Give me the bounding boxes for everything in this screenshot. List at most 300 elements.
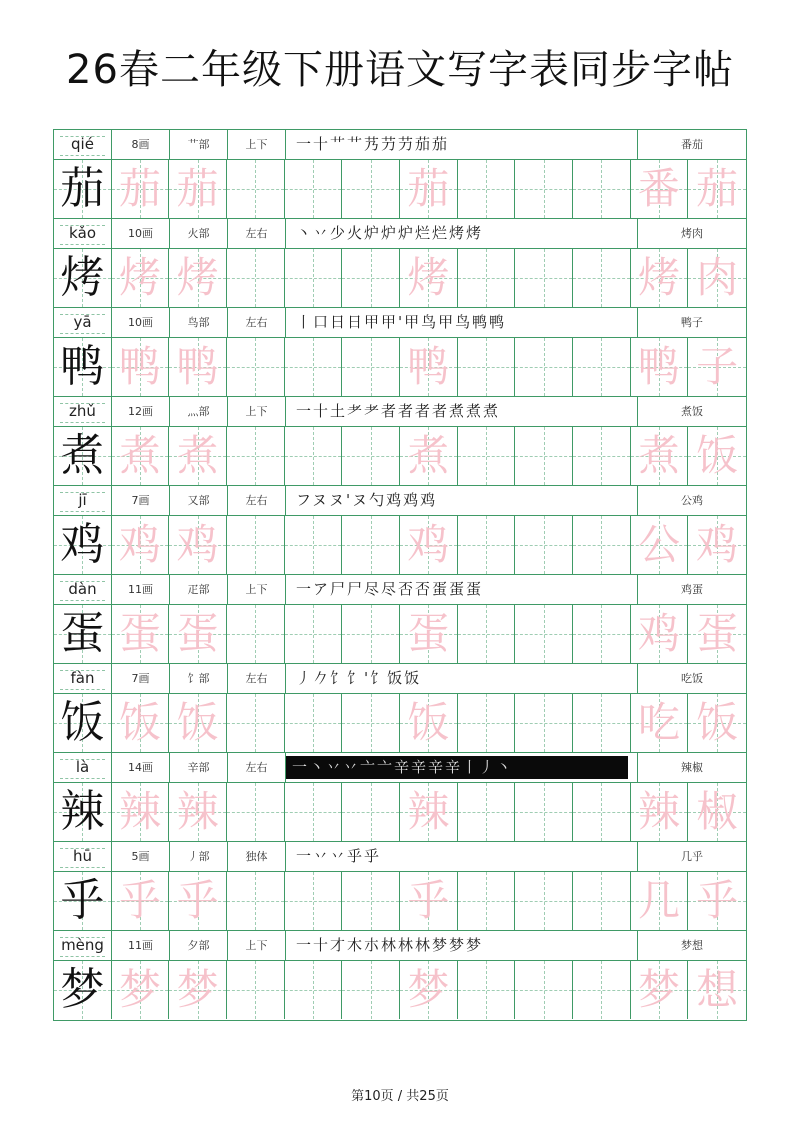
info-row bbox=[54, 753, 746, 783]
pinyin-cell bbox=[54, 397, 112, 426]
tianzige-cell[interactable] bbox=[631, 961, 689, 1019]
stroke-count-cell-text: 14画 bbox=[128, 761, 153, 774]
tianzige-cell[interactable] bbox=[458, 516, 516, 574]
tianzige-cell[interactable] bbox=[112, 427, 170, 485]
radical-cell-text: 灬部 bbox=[187, 405, 210, 418]
pinyin-cell-text: mèng bbox=[61, 936, 104, 954]
tianzige-cell[interactable] bbox=[631, 427, 689, 485]
stroke-count-cell bbox=[112, 397, 170, 426]
tianzige-cell[interactable] bbox=[54, 427, 112, 485]
tianzige-cell[interactable] bbox=[169, 338, 227, 396]
tianzige-cell[interactable] bbox=[573, 338, 631, 396]
pinyin-cell bbox=[54, 753, 112, 782]
example-word-label: 吃饭 bbox=[681, 672, 703, 685]
tracing-character: 椒 bbox=[696, 787, 739, 836]
tracing-character: 蛋 bbox=[176, 609, 219, 658]
model-character: 乎 bbox=[60, 875, 105, 926]
radical-cell bbox=[170, 842, 228, 871]
tianzige-cell[interactable] bbox=[342, 694, 400, 752]
tianzige-cell[interactable] bbox=[458, 961, 516, 1019]
pinyin-cell bbox=[54, 130, 112, 159]
tracing-character: 鸭 bbox=[407, 342, 450, 391]
column-divider bbox=[637, 575, 638, 604]
tianzige-cell[interactable] bbox=[112, 249, 170, 307]
structure-cell-text: 左右 bbox=[245, 761, 268, 774]
tianzige-cell[interactable] bbox=[169, 605, 227, 663]
tianzige-cell[interactable] bbox=[458, 338, 516, 396]
example-word-label: 烤肉 bbox=[681, 227, 703, 240]
column-divider bbox=[637, 842, 638, 871]
tianzige-cell[interactable] bbox=[688, 249, 746, 307]
tianzige-cell[interactable] bbox=[688, 427, 746, 485]
tianzige-cell[interactable] bbox=[688, 961, 746, 1019]
tianzige-cell[interactable] bbox=[400, 338, 458, 396]
pinyin-cell bbox=[54, 664, 112, 693]
tracing-character: 饭 bbox=[696, 431, 739, 480]
tianzige-cell[interactable] bbox=[169, 961, 227, 1019]
example-word-label: 鸭子 bbox=[681, 316, 703, 329]
structure-cell-text: 左右 bbox=[245, 494, 268, 507]
tianzige-cell[interactable] bbox=[515, 783, 573, 841]
tianzige-cell[interactable] bbox=[400, 249, 458, 307]
stroke-count-cell-text: 11画 bbox=[128, 583, 153, 596]
example-word-label: 鸡蛋 bbox=[681, 583, 703, 596]
radical-cell-text: 鸟部 bbox=[187, 316, 210, 329]
tianzige-cell[interactable] bbox=[400, 605, 458, 663]
tianzige-cell[interactable] bbox=[573, 516, 631, 574]
tianzige-cell[interactable] bbox=[573, 694, 631, 752]
tianzige-cell[interactable] bbox=[573, 961, 631, 1019]
tianzige-row bbox=[54, 160, 746, 218]
radical-cell bbox=[170, 397, 228, 426]
character-entry bbox=[54, 397, 746, 486]
tianzige-cell[interactable] bbox=[458, 694, 516, 752]
radical-cell bbox=[170, 575, 228, 604]
info-row bbox=[54, 931, 746, 961]
tracing-character: 梦 bbox=[118, 965, 161, 1014]
tianzige-cell[interactable] bbox=[631, 872, 689, 930]
tianzige-cell[interactable] bbox=[169, 249, 227, 307]
tianzige-cell[interactable] bbox=[285, 427, 343, 485]
pinyin-cell-text: là bbox=[75, 758, 90, 776]
pinyin-cell-text: hū bbox=[72, 847, 92, 865]
character-entry bbox=[54, 219, 746, 308]
tianzige-cell[interactable] bbox=[400, 872, 458, 930]
tianzige-cell[interactable] bbox=[54, 694, 112, 752]
radical-cell bbox=[170, 219, 228, 248]
tianzige-cell[interactable] bbox=[54, 872, 112, 930]
tianzige-cell[interactable] bbox=[112, 516, 170, 574]
tracing-character: 蛋 bbox=[696, 609, 739, 658]
model-character: 茄 bbox=[60, 163, 105, 214]
character-entry bbox=[54, 753, 746, 842]
tianzige-cell[interactable] bbox=[227, 160, 285, 218]
tianzige-cell[interactable] bbox=[688, 783, 746, 841]
tianzige-cell[interactable] bbox=[227, 427, 285, 485]
info-row bbox=[54, 575, 746, 605]
character-entry bbox=[54, 664, 746, 753]
copybook-sheet bbox=[53, 129, 747, 1021]
tracing-character: 蛋 bbox=[407, 609, 450, 658]
tianzige-cell[interactable] bbox=[515, 694, 573, 752]
stroke-order-sequence: 丿𠂊饣饣'饣饭饭 bbox=[296, 669, 422, 687]
pinyin-cell-text: dàn bbox=[68, 580, 97, 598]
tianzige-cell[interactable] bbox=[112, 605, 170, 663]
example-word-label: 煮饭 bbox=[681, 405, 703, 418]
structure-cell bbox=[228, 931, 286, 960]
tianzige-cell[interactable] bbox=[515, 961, 573, 1019]
model-character: 辣 bbox=[60, 786, 105, 837]
tianzige-row bbox=[54, 605, 746, 663]
tianzige-cell[interactable] bbox=[285, 783, 343, 841]
tracing-character: 茄 bbox=[407, 164, 450, 213]
tianzige-row bbox=[54, 249, 746, 307]
character-entry bbox=[54, 842, 746, 931]
tracing-character: 公 bbox=[637, 520, 680, 569]
model-character: 鸭 bbox=[60, 341, 105, 392]
tianzige-cell[interactable] bbox=[458, 605, 516, 663]
tianzige-cell[interactable] bbox=[515, 160, 573, 218]
model-character: 蛋 bbox=[60, 608, 105, 659]
structure-cell bbox=[228, 219, 286, 248]
tianzige-cell[interactable] bbox=[458, 872, 516, 930]
tracing-character: 饭 bbox=[407, 698, 450, 747]
tracing-character: 想 bbox=[696, 965, 739, 1014]
tianzige-cell[interactable] bbox=[54, 783, 112, 841]
tianzige-cell[interactable] bbox=[400, 160, 458, 218]
stroke-count-cell bbox=[112, 931, 170, 960]
tracing-character: 肉 bbox=[696, 253, 739, 302]
tracing-character: 烤 bbox=[176, 253, 219, 302]
stroke-order-sequence: 丶丷少火炉炉炉烂烂烤烤 bbox=[296, 224, 484, 242]
example-word-label: 番茄 bbox=[681, 138, 703, 151]
radical-cell-text: 丿部 bbox=[187, 850, 210, 863]
info-row bbox=[54, 397, 746, 427]
tianzige-cell[interactable] bbox=[54, 160, 112, 218]
tianzige-cell[interactable] bbox=[573, 249, 631, 307]
tianzige-cell[interactable] bbox=[54, 249, 112, 307]
tianzige-cell[interactable] bbox=[54, 338, 112, 396]
tianzige-cell[interactable] bbox=[688, 605, 746, 663]
tracing-character: 茄 bbox=[118, 164, 161, 213]
tianzige-cell[interactable] bbox=[227, 249, 285, 307]
tracing-character: 饭 bbox=[176, 698, 219, 747]
tracing-character: 烤 bbox=[407, 253, 450, 302]
column-divider bbox=[637, 664, 638, 693]
pinyin-cell-text: qié bbox=[71, 135, 94, 153]
tracing-character: 鸡 bbox=[176, 520, 219, 569]
tianzige-cell[interactable] bbox=[688, 338, 746, 396]
tianzige-cell[interactable] bbox=[458, 160, 516, 218]
stroke-count-cell bbox=[112, 575, 170, 604]
structure-cell-text: 上下 bbox=[245, 939, 268, 952]
tianzige-cell[interactable] bbox=[342, 338, 400, 396]
tracing-character: 梦 bbox=[637, 965, 680, 1014]
tracing-character: 鸭 bbox=[637, 342, 680, 391]
tracing-character: 辣 bbox=[118, 787, 161, 836]
tianzige-cell[interactable] bbox=[285, 961, 343, 1019]
tianzige-cell[interactable] bbox=[400, 427, 458, 485]
radical-cell-text: 艹部 bbox=[187, 138, 210, 151]
tianzige-row bbox=[54, 694, 746, 752]
tianzige-cell[interactable] bbox=[342, 249, 400, 307]
structure-cell bbox=[228, 308, 286, 337]
stroke-order-sequence: 丨口日日甲甲'甲鸟甲鸟鸭鸭 bbox=[296, 313, 507, 331]
tianzige-row bbox=[54, 338, 746, 396]
tianzige-cell[interactable] bbox=[688, 694, 746, 752]
tianzige-cell[interactable] bbox=[342, 427, 400, 485]
column-divider bbox=[637, 931, 638, 960]
stroke-count-cell bbox=[112, 753, 170, 782]
tianzige-cell[interactable] bbox=[458, 249, 516, 307]
tianzige-cell[interactable] bbox=[342, 516, 400, 574]
tianzige-cell[interactable] bbox=[631, 783, 689, 841]
tianzige-cell[interactable] bbox=[285, 338, 343, 396]
tianzige-cell[interactable] bbox=[112, 338, 170, 396]
tianzige-cell[interactable] bbox=[573, 160, 631, 218]
radical-cell-text: 火部 bbox=[187, 227, 210, 240]
info-row bbox=[54, 308, 746, 338]
tracing-character: 烤 bbox=[118, 253, 161, 302]
structure-cell-text: 上下 bbox=[245, 583, 268, 596]
stroke-order-sequence: 一十艹艹艿芀芀茄茄 bbox=[296, 135, 450, 153]
tianzige-cell[interactable] bbox=[169, 694, 227, 752]
column-divider bbox=[637, 397, 638, 426]
tianzige-cell[interactable] bbox=[342, 961, 400, 1019]
tianzige-cell[interactable] bbox=[285, 160, 343, 218]
info-row bbox=[54, 486, 746, 516]
tracing-character: 乎 bbox=[696, 876, 739, 925]
tianzige-cell[interactable] bbox=[573, 872, 631, 930]
model-character: 鸡 bbox=[60, 519, 105, 570]
tracing-character: 鸭 bbox=[176, 342, 219, 391]
tianzige-cell[interactable] bbox=[631, 338, 689, 396]
tianzige-cell[interactable] bbox=[515, 249, 573, 307]
tracing-character: 蛋 bbox=[118, 609, 161, 658]
structure-cell-text: 左右 bbox=[245, 316, 268, 329]
tianzige-cell[interactable] bbox=[688, 872, 746, 930]
model-character: 烤 bbox=[60, 252, 105, 303]
pinyin-cell-text: yā bbox=[73, 313, 92, 331]
structure-cell bbox=[228, 397, 286, 426]
tracing-character: 乎 bbox=[118, 876, 161, 925]
tianzige-cell[interactable] bbox=[400, 516, 458, 574]
tracing-character: 饭 bbox=[696, 698, 739, 747]
tianzige-cell[interactable] bbox=[631, 160, 689, 218]
pinyin-cell bbox=[54, 842, 112, 871]
tianzige-cell[interactable] bbox=[631, 605, 689, 663]
radical-cell-text: 辛部 bbox=[187, 761, 210, 774]
column-divider bbox=[637, 486, 638, 515]
pinyin-cell-text: fàn bbox=[70, 669, 95, 687]
example-word-label: 几乎 bbox=[681, 850, 703, 863]
tianzige-cell[interactable] bbox=[515, 872, 573, 930]
tianzige-row bbox=[54, 961, 746, 1019]
structure-cell-text: 左右 bbox=[245, 227, 268, 240]
tianzige-cell[interactable] bbox=[515, 427, 573, 485]
example-word-label: 辣椒 bbox=[681, 761, 703, 774]
info-row bbox=[54, 842, 746, 872]
stroke-count-cell-text: 7画 bbox=[131, 494, 150, 507]
tianzige-cell[interactable] bbox=[227, 694, 285, 752]
tianzige-cell[interactable] bbox=[227, 872, 285, 930]
tracing-character: 煮 bbox=[176, 431, 219, 480]
structure-cell-text: 左右 bbox=[245, 672, 268, 685]
tianzige-cell[interactable] bbox=[54, 961, 112, 1019]
tianzige-cell[interactable] bbox=[400, 694, 458, 752]
column-divider bbox=[637, 308, 638, 337]
stroke-count-cell-text: 5画 bbox=[131, 850, 150, 863]
tianzige-cell[interactable] bbox=[515, 605, 573, 663]
tracing-character: 几 bbox=[637, 876, 680, 925]
tianzige-cell[interactable] bbox=[169, 427, 227, 485]
model-character: 梦 bbox=[60, 964, 105, 1015]
tianzige-cell[interactable] bbox=[458, 783, 516, 841]
character-entry bbox=[54, 130, 746, 219]
character-entry bbox=[54, 486, 746, 575]
radical-cell bbox=[170, 931, 228, 960]
info-row bbox=[54, 219, 746, 249]
character-entry bbox=[54, 308, 746, 397]
stroke-count-cell-text: 10画 bbox=[128, 227, 153, 240]
tianzige-cell[interactable] bbox=[342, 783, 400, 841]
structure-cell bbox=[228, 753, 286, 782]
radical-cell bbox=[170, 664, 228, 693]
stroke-count-cell bbox=[112, 664, 170, 693]
pinyin-cell bbox=[54, 219, 112, 248]
tianzige-cell[interactable] bbox=[285, 516, 343, 574]
tianzige-cell[interactable] bbox=[169, 783, 227, 841]
model-character: 饭 bbox=[60, 697, 105, 748]
stroke-order-sequence: フヌヌ'ヌ勺鸡鸡鸡 bbox=[296, 491, 438, 509]
stroke-order-sequence: 一丶丷丷亠亠辛辛辛辛丨丿丶 bbox=[286, 756, 628, 779]
tianzige-row bbox=[54, 427, 746, 485]
structure-cell bbox=[228, 486, 286, 515]
tianzige-cell[interactable] bbox=[227, 783, 285, 841]
tianzige-cell[interactable] bbox=[112, 872, 170, 930]
tianzige-cell[interactable] bbox=[112, 694, 170, 752]
tracing-character: 鸡 bbox=[696, 520, 739, 569]
tianzige-cell[interactable] bbox=[54, 605, 112, 663]
tianzige-row bbox=[54, 872, 746, 930]
tianzige-cell[interactable] bbox=[458, 427, 516, 485]
example-word-label: 公鸡 bbox=[681, 494, 703, 507]
character-entry bbox=[54, 931, 746, 1020]
stroke-count-cell bbox=[112, 308, 170, 337]
tianzige-row bbox=[54, 516, 746, 574]
tianzige-cell[interactable] bbox=[285, 694, 343, 752]
tianzige-cell[interactable] bbox=[688, 516, 746, 574]
tianzige-cell[interactable] bbox=[169, 160, 227, 218]
tianzige-cell[interactable] bbox=[342, 872, 400, 930]
page-title: 26春二年级下册语文写字表同步字帖 bbox=[66, 47, 734, 93]
tianzige-cell[interactable] bbox=[285, 249, 343, 307]
tianzige-cell[interactable] bbox=[227, 338, 285, 396]
tianzige-cell[interactable] bbox=[400, 961, 458, 1019]
model-character: 煮 bbox=[60, 430, 105, 481]
column-divider bbox=[637, 219, 638, 248]
stroke-order-sequence: 一ア尸尸尽尽否否蛋蛋蛋 bbox=[296, 580, 484, 598]
tianzige-cell[interactable] bbox=[631, 249, 689, 307]
tianzige-cell[interactable] bbox=[227, 516, 285, 574]
structure-cell bbox=[228, 842, 286, 871]
tianzige-cell[interactable] bbox=[342, 160, 400, 218]
tianzige-cell[interactable] bbox=[515, 338, 573, 396]
tracing-character: 辣 bbox=[176, 787, 219, 836]
tracing-character: 乎 bbox=[407, 876, 450, 925]
tianzige-cell[interactable] bbox=[227, 605, 285, 663]
tianzige-cell[interactable] bbox=[515, 516, 573, 574]
radical-cell bbox=[170, 130, 228, 159]
tianzige-cell[interactable] bbox=[400, 783, 458, 841]
tracing-character: 茄 bbox=[696, 164, 739, 213]
radical-cell-text: 夕部 bbox=[187, 939, 210, 952]
tracing-character: 番 bbox=[637, 164, 680, 213]
tianzige-cell[interactable] bbox=[573, 783, 631, 841]
tianzige-cell[interactable] bbox=[631, 694, 689, 752]
tianzige-row bbox=[54, 783, 746, 841]
tracing-character: 鸡 bbox=[407, 520, 450, 569]
tianzige-cell[interactable] bbox=[285, 872, 343, 930]
tianzige-cell[interactable] bbox=[342, 605, 400, 663]
tracing-character: 煮 bbox=[407, 431, 450, 480]
tracing-character: 梦 bbox=[176, 965, 219, 1014]
radical-cell-text: 饣部 bbox=[187, 672, 210, 685]
example-word-label: 梦想 bbox=[681, 939, 703, 952]
tracing-character: 烤 bbox=[637, 253, 680, 302]
tianzige-cell[interactable] bbox=[227, 961, 285, 1019]
tracing-character: 鸡 bbox=[118, 520, 161, 569]
tracing-character: 梦 bbox=[407, 965, 450, 1014]
tianzige-cell[interactable] bbox=[169, 872, 227, 930]
tianzige-cell[interactable] bbox=[573, 605, 631, 663]
page-footer: 第10页 / 共25页 bbox=[351, 1089, 449, 1104]
pinyin-cell-text: kǎo bbox=[68, 224, 97, 242]
pinyin-cell-text: jī bbox=[78, 491, 87, 509]
tracing-character: 鸭 bbox=[118, 342, 161, 391]
tianzige-cell[interactable] bbox=[112, 783, 170, 841]
structure-cell bbox=[228, 664, 286, 693]
character-entry bbox=[54, 575, 746, 664]
tracing-character: 乎 bbox=[176, 876, 219, 925]
tianzige-cell[interactable] bbox=[54, 516, 112, 574]
tianzige-cell[interactable] bbox=[112, 961, 170, 1019]
stroke-count-cell-text: 8画 bbox=[131, 138, 150, 151]
stroke-order-sequence: 一丷丷乎乎 bbox=[296, 847, 382, 865]
tianzige-cell[interactable] bbox=[112, 160, 170, 218]
tracing-character: 辣 bbox=[407, 787, 450, 836]
stroke-count-cell-text: 11画 bbox=[128, 939, 153, 952]
tracing-character: 煮 bbox=[118, 431, 161, 480]
tianzige-cell[interactable] bbox=[573, 427, 631, 485]
tianzige-cell[interactable] bbox=[688, 160, 746, 218]
pinyin-cell bbox=[54, 308, 112, 337]
stroke-count-cell-text: 7画 bbox=[131, 672, 150, 685]
structure-cell bbox=[228, 575, 286, 604]
tracing-character: 煮 bbox=[637, 431, 680, 480]
radical-cell-text: 疋部 bbox=[187, 583, 210, 596]
tianzige-cell[interactable] bbox=[169, 516, 227, 574]
structure-cell-text: 独体 bbox=[245, 850, 268, 863]
tianzige-cell[interactable] bbox=[285, 605, 343, 663]
stroke-count-cell bbox=[112, 130, 170, 159]
stroke-count-cell bbox=[112, 842, 170, 871]
info-row bbox=[54, 130, 746, 160]
structure-cell-text: 上下 bbox=[245, 138, 268, 151]
tianzige-cell[interactable] bbox=[631, 516, 689, 574]
radical-cell bbox=[170, 308, 228, 337]
stroke-count-cell bbox=[112, 219, 170, 248]
